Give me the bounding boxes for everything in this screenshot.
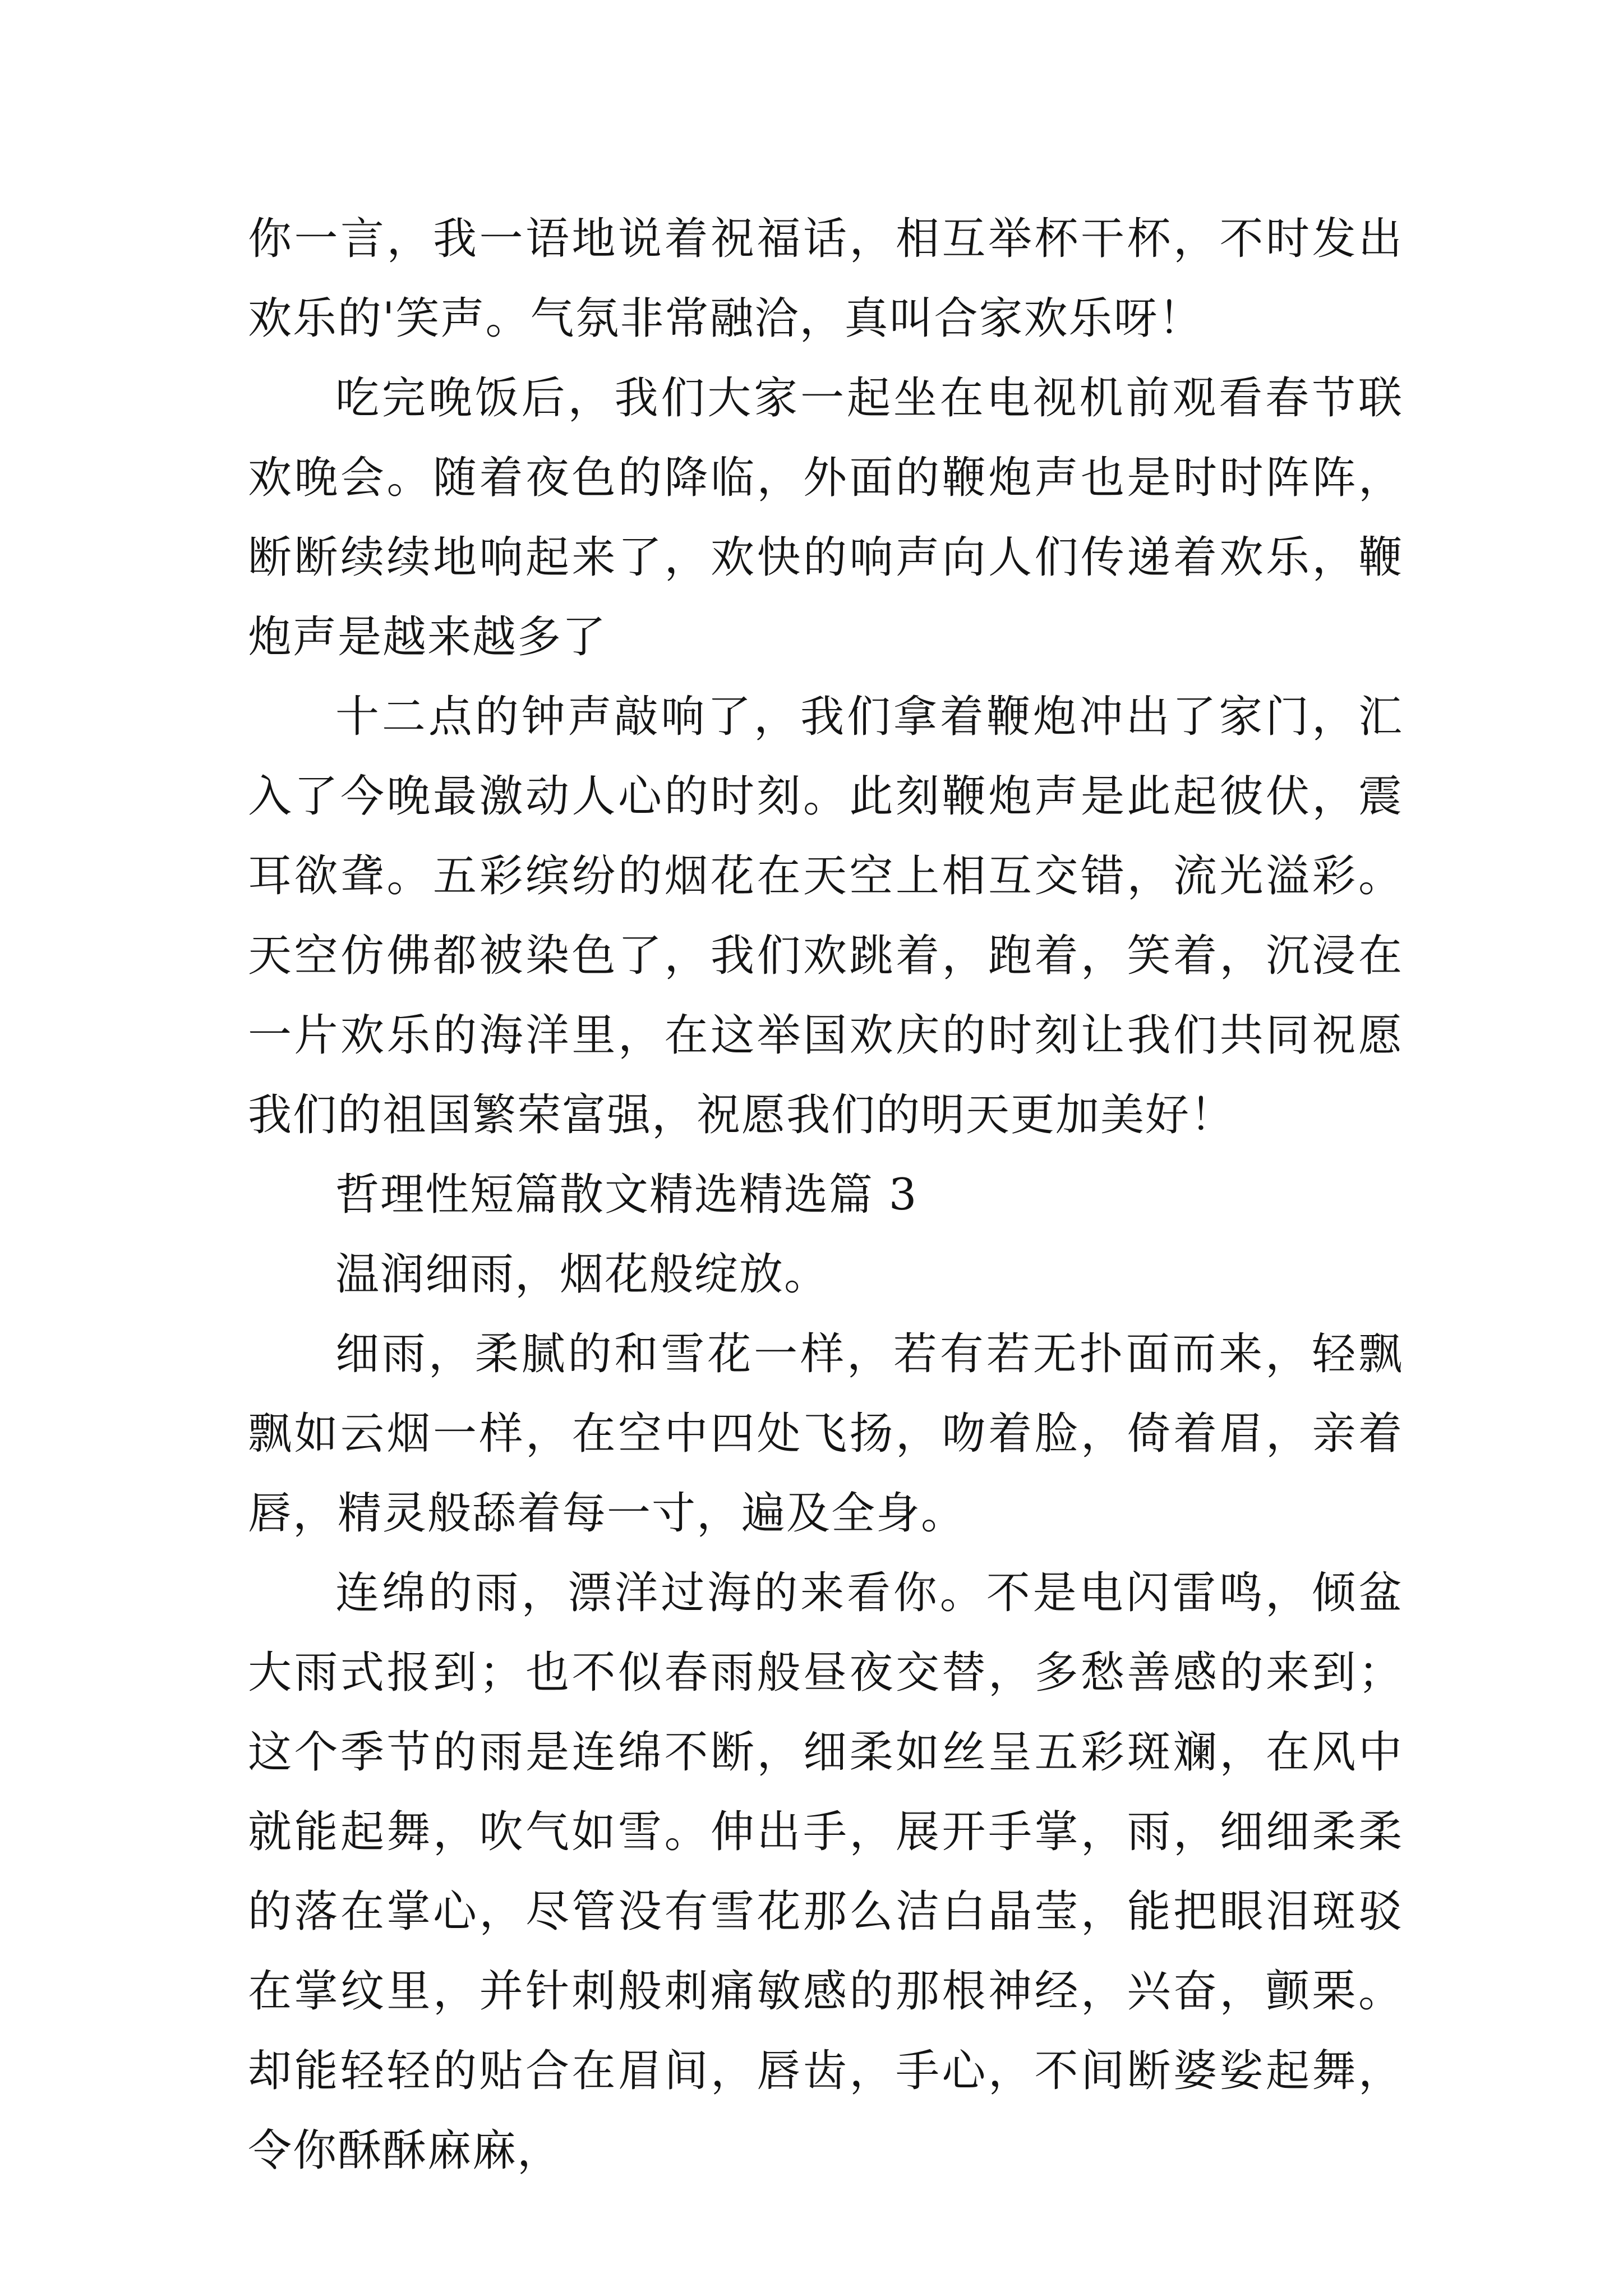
- paragraph-6: 细雨，柔腻的和雪花一样，若有若无扑面而来，轻飘飘如云烟一样，在空中四处飞扬，吻着脸，倚着眉，亲着唇，精灵般舔着每一寸，遍及全身。: [248, 1329, 1403, 1539]
- paragraph-7: 连绵的雨，漂洋过海的来看你。不是电闪雷鸣，倾盆大雨式报到；也不似春雨般昼夜交替，多愁善感的来到；这个季节的雨是连绵不断，细柔如丝呈五彩斑斓，在风中就能起舞，吹气如雪。伸出手，展开手掌，雨，细细柔柔的落在掌心，尽管没有雪花那么洁白晶莹，能把眼泪斑驳在掌纹里，并针刺般刺痛敏感的那根神经，兴奋，颤栗。却能轻轻的贴合在眉间，唇齿，手心，不间断婆娑起舞，令你酥酥麻麻，: [248, 1568, 1403, 2176]
- paragraph-1: 你一言，我一语地说着祝福话，相互举杯干杯，不时发出欢乐的'笑声。气氛非常融洽，真叫合家欢乐呀！: [248, 214, 1403, 344]
- body-text: [248, 199, 1403, 2191]
- paragraph-2: 吃完晚饭后，我们大家一起坐在电视机前观看春节联欢晚会。随着夜色的降临，外面的鞭炮声也是时时阵阵，断断续续地响起来了，欢快的响声向人们传递着欢乐，鞭炮声是越来越多了: [248, 373, 1403, 662]
- section-heading: 哲理性短篇散文精选精选篇 3: [335, 1170, 918, 1220]
- paragraph-3: 十二点的钟声敲响了，我们拿着鞭炮冲出了家门，汇入了今晚最激动人心的时刻。此刻鞭炮声是此起彼伏，震耳欲聋。五彩缤纷的烟花在天空上相互交错，流光溢彩。天空仿佛都被染色了，我们欢跳着，跑着，笑着，沉浸在一片欢乐的海洋里，在这举国欢庆的时刻让我们共同祝愿我们的祖国繁荣富强，祝愿我们的明天更加美好！: [248, 692, 1403, 1140]
- paragraph-5: 温润细雨，烟花般绽放。: [335, 1249, 829, 1300]
